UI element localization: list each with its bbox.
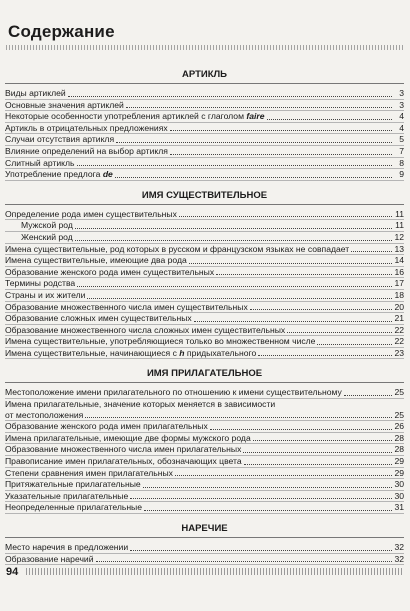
toc-entry[interactable] bbox=[5, 399, 404, 421]
dot-leader bbox=[267, 119, 392, 120]
dot-leader bbox=[179, 216, 392, 217]
footer-rule bbox=[26, 568, 404, 575]
toc-entry[interactable] bbox=[5, 325, 404, 337]
toc-entry[interactable] bbox=[5, 433, 404, 445]
toc-entry[interactable] bbox=[5, 220, 404, 232]
toc-entry-title: Артикль в отрицательных предложениях bbox=[5, 122, 168, 133]
toc-entry-title: Место наречия в предложении bbox=[5, 542, 129, 552]
toc-entry-title: Местоположение имени прилагательного по отношению к имени существительному bbox=[5, 387, 342, 398]
page-title: Содержание bbox=[8, 22, 115, 41]
section-gap bbox=[5, 181, 404, 189]
page-number: 94 bbox=[6, 566, 19, 578]
dot-leader bbox=[75, 240, 392, 241]
dot-leader bbox=[243, 452, 392, 453]
toc-page-number: 23 bbox=[394, 347, 404, 358]
toc-page-number: 30 bbox=[394, 479, 404, 490]
dot-leader bbox=[175, 475, 392, 476]
toc-page-number: 5 bbox=[399, 134, 404, 145]
toc-page-number: 25 bbox=[394, 409, 404, 420]
toc-page-number: 28 bbox=[394, 432, 404, 443]
toc-entry[interactable] bbox=[5, 468, 404, 480]
toc-entry-title: Некоторые особенности употребления артиклей с глаголом faire bbox=[5, 111, 265, 122]
dot-leader bbox=[116, 142, 392, 143]
toc-entry-title: Указательные прилагательные bbox=[5, 490, 129, 501]
toc-entry[interactable] bbox=[5, 278, 404, 290]
title-rule bbox=[6, 45, 404, 50]
toc-entry-title: Образование множественного числа имен прилагательных bbox=[5, 444, 242, 455]
toc-entry-title: Имена существительные, употребляющиеся только во множественном числе bbox=[5, 336, 316, 347]
toc-entry-title: Имена прилагательные, имеющие две формы мужского рода bbox=[5, 432, 251, 443]
section-heading: НАРЕЧИЕ bbox=[181, 523, 228, 534]
toc-section bbox=[5, 522, 404, 565]
toc-section bbox=[5, 367, 404, 514]
toc-entry-line bbox=[5, 410, 404, 421]
toc-page-number: 28 bbox=[394, 444, 404, 455]
toc-page-number: 29 bbox=[394, 467, 404, 478]
toc-entry[interactable] bbox=[5, 111, 404, 123]
toc-entry[interactable] bbox=[5, 232, 404, 244]
toc-entry-title: Степени сравнения имен прилагательных bbox=[5, 467, 173, 478]
dot-leader bbox=[216, 274, 392, 275]
toc-entry[interactable] bbox=[5, 502, 404, 514]
toc-entry-title: Основные значения артиклей bbox=[5, 99, 124, 110]
section-rule bbox=[5, 83, 404, 84]
dot-leader bbox=[244, 464, 392, 465]
toc-page-number: 3 bbox=[399, 88, 404, 98]
toc-entry[interactable] bbox=[5, 244, 404, 256]
toc-page-number: 11 bbox=[395, 208, 404, 219]
toc-entry-title: Имена прилагательные, значение которых меняется в зависимости bbox=[5, 399, 276, 410]
toc-entry-title-continued: от местоположения bbox=[5, 409, 84, 420]
toc-section bbox=[5, 68, 404, 181]
toc-entry-title: Термины родства bbox=[5, 278, 76, 289]
toc-entry-title: Страны и их жители bbox=[5, 289, 86, 300]
toc-entry-title: Мужской род bbox=[21, 220, 73, 231]
toc-page-number: 30 bbox=[394, 490, 404, 501]
toc-entry[interactable] bbox=[5, 302, 404, 314]
toc-entry-title: Образование множественного числа имен существительных bbox=[5, 301, 248, 312]
toc-entry[interactable] bbox=[5, 542, 404, 554]
dot-leader bbox=[75, 228, 392, 229]
toc-entry-title: Притяжательные прилагательные bbox=[5, 479, 141, 490]
toc-entry[interactable] bbox=[5, 290, 404, 302]
toc-entry[interactable] bbox=[5, 267, 404, 279]
dot-leader bbox=[96, 561, 392, 562]
toc-page-number: 16 bbox=[394, 266, 404, 277]
toc-section bbox=[5, 189, 404, 360]
toc-entry-title: Слитный артикль bbox=[5, 157, 75, 168]
toc-entry[interactable] bbox=[5, 336, 404, 348]
dot-leader bbox=[77, 286, 392, 287]
dot-leader bbox=[189, 263, 392, 264]
toc-entry[interactable] bbox=[5, 491, 404, 503]
toc-page-number: 22 bbox=[394, 324, 404, 335]
table-of-contents bbox=[5, 68, 404, 565]
dot-leader bbox=[126, 107, 392, 108]
dot-leader bbox=[115, 177, 392, 178]
toc-entry[interactable] bbox=[5, 421, 404, 433]
toc-entry-title: Образование женского рода имен прилагательных bbox=[5, 421, 208, 432]
dot-leader bbox=[287, 332, 392, 333]
toc-entry[interactable] bbox=[5, 169, 404, 181]
toc-entry-title: Образование женского рода имен существительных bbox=[5, 266, 215, 277]
toc-entry[interactable] bbox=[5, 123, 404, 135]
section-gap bbox=[5, 359, 404, 367]
dot-leader bbox=[194, 321, 392, 322]
section-gap bbox=[5, 514, 404, 522]
toc-entry[interactable] bbox=[5, 387, 404, 399]
toc-page-number: 32 bbox=[394, 553, 404, 564]
dot-leader bbox=[130, 498, 392, 499]
toc-page-number: 20 bbox=[394, 301, 404, 312]
section-heading: АРТИКЛЬ bbox=[182, 69, 227, 80]
toc-entry-title: Женский род bbox=[21, 231, 73, 242]
toc-entry[interactable] bbox=[5, 255, 404, 267]
toc-page-number: 12 bbox=[394, 231, 404, 242]
dot-leader bbox=[68, 96, 392, 97]
dot-leader bbox=[130, 550, 392, 551]
toc-entry-title: Неопределенные прилагательные bbox=[5, 502, 143, 513]
section-rule bbox=[5, 537, 404, 538]
toc-page-number: 3 bbox=[399, 99, 404, 110]
toc-entry[interactable] bbox=[5, 100, 404, 112]
dot-leader bbox=[351, 251, 392, 252]
toc-page-number: 18 bbox=[394, 289, 404, 300]
toc-entry-title: Имена существительные, имеющие два рода bbox=[5, 255, 187, 266]
toc-entry[interactable] bbox=[5, 444, 404, 456]
toc-page-number: 31 bbox=[394, 502, 404, 513]
dot-leader bbox=[344, 395, 392, 396]
toc-entry[interactable] bbox=[5, 456, 404, 468]
toc-page-number: 21 bbox=[394, 313, 404, 324]
dot-leader bbox=[85, 417, 392, 418]
dot-leader bbox=[210, 429, 392, 430]
toc-entry[interactable] bbox=[5, 209, 404, 221]
toc-entry[interactable] bbox=[5, 348, 404, 360]
toc-entry[interactable] bbox=[5, 479, 404, 491]
dot-leader bbox=[87, 298, 392, 299]
toc-entry[interactable] bbox=[5, 554, 404, 566]
toc-entry[interactable] bbox=[5, 158, 404, 170]
toc-page-number: 9 bbox=[399, 169, 404, 180]
toc-entry-title: Образование наречий bbox=[5, 553, 94, 564]
toc-page-number: 4 bbox=[399, 111, 404, 122]
dot-leader bbox=[170, 154, 392, 155]
dot-leader bbox=[144, 510, 392, 511]
toc-entry-title: Образование множественного числа сложных имен существительных bbox=[5, 324, 286, 335]
toc-entry-title: Имена существительные, род которых в русском и французском языках не совпадает bbox=[5, 243, 350, 254]
toc-page-number: 8 bbox=[399, 157, 404, 168]
section-heading: ИМЯ ПРИЛАГАТЕЛЬНОЕ bbox=[146, 368, 263, 380]
toc-entry[interactable] bbox=[5, 313, 404, 325]
dot-leader bbox=[77, 165, 392, 166]
toc-page-number: 4 bbox=[399, 122, 404, 133]
toc-page-number: 7 bbox=[399, 145, 404, 156]
section-heading: ИМЯ СУЩЕСТВИТЕЛЬНОЕ bbox=[141, 189, 268, 201]
section-rule bbox=[5, 382, 404, 383]
toc-entry-title: Случаи отсутствия артикля bbox=[5, 134, 115, 145]
dot-leader bbox=[170, 130, 392, 131]
toc-entry[interactable] bbox=[5, 146, 404, 158]
toc-page-number: 11 bbox=[395, 220, 404, 231]
toc-page-number: 17 bbox=[394, 278, 404, 289]
toc-page-number: 32 bbox=[394, 542, 404, 552]
dot-leader bbox=[317, 344, 392, 345]
section-rule bbox=[5, 204, 404, 205]
toc-entry-title: Образование сложных имен существительных bbox=[5, 313, 192, 324]
toc-entry[interactable] bbox=[5, 134, 404, 146]
toc-page-number: 14 bbox=[394, 255, 404, 266]
toc-entry-title: Определение рода имен существительных bbox=[5, 208, 177, 219]
toc-page-number: 22 bbox=[394, 336, 404, 347]
toc-entry-title: Употребление предлога de bbox=[5, 169, 113, 180]
dot-leader bbox=[253, 440, 392, 441]
toc-page-number: 26 bbox=[394, 421, 404, 432]
toc-entry-title: Виды артиклей bbox=[5, 88, 66, 98]
toc-page-number: 25 bbox=[394, 387, 404, 398]
dot-leader bbox=[258, 355, 392, 356]
toc-entry-title: Влияние определений на выбор артикля bbox=[5, 145, 168, 156]
dot-leader bbox=[143, 487, 392, 488]
toc-entry-title: Имена существительные, начинающиеся с h придыхательного bbox=[5, 347, 257, 358]
toc-page-number: 13 bbox=[394, 243, 404, 254]
dot-leader bbox=[250, 309, 392, 310]
toc-entry[interactable] bbox=[5, 88, 404, 100]
toc-page-number: 29 bbox=[394, 456, 404, 467]
toc-entry-title: Правописание имен прилагательных, обозначающих цвета bbox=[5, 456, 242, 467]
